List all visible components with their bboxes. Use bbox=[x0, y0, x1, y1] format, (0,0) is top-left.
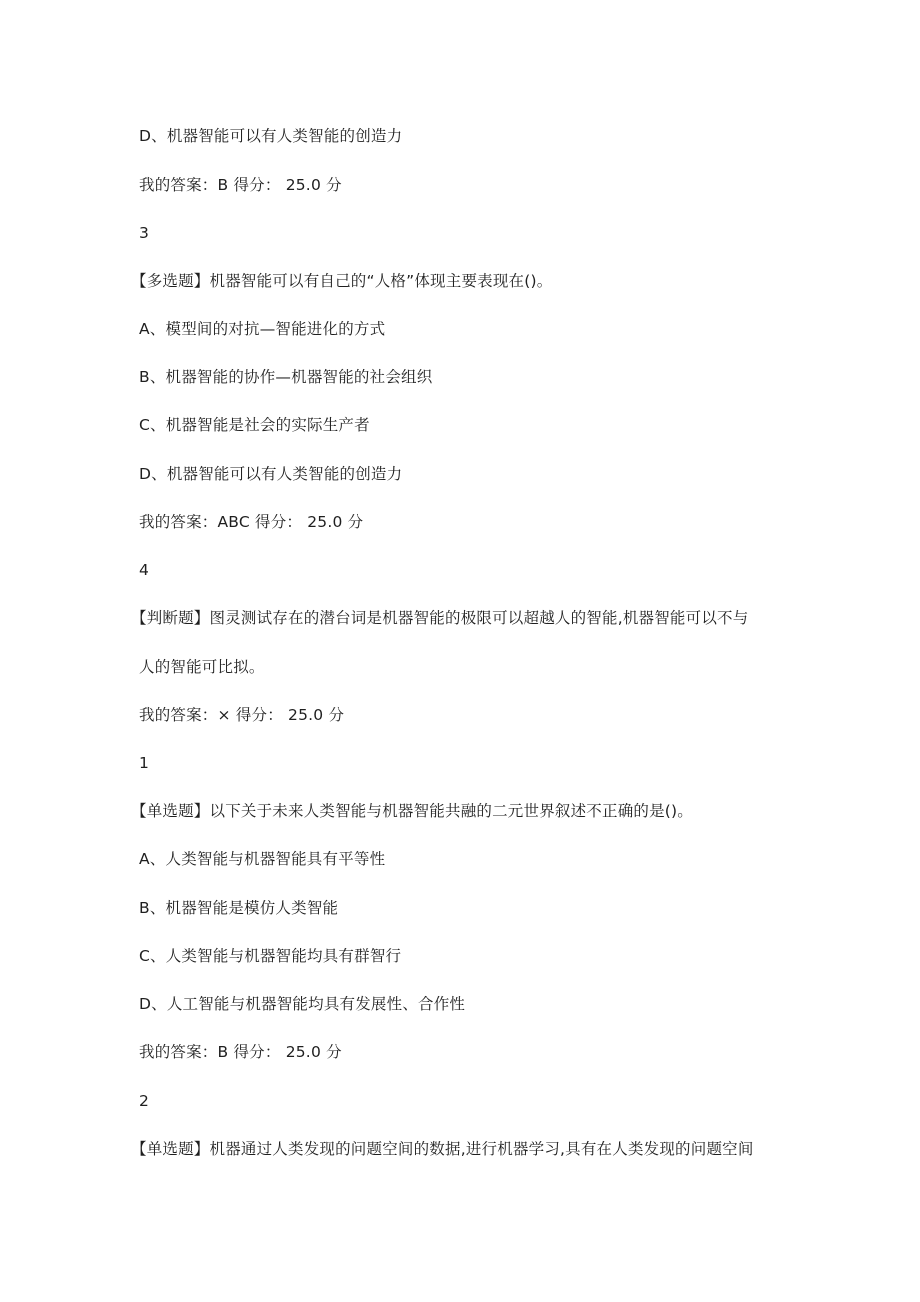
option-d: D、机器智能可以有人类智能的创造力 bbox=[139, 127, 403, 145]
option-c: C、机器智能是社会的实际生产者 bbox=[139, 416, 370, 434]
option-a: A、模型间的对抗—智能进化的方式 bbox=[139, 320, 386, 338]
option-d: D、人工智能与机器智能均具有发展性、合作性 bbox=[139, 995, 466, 1013]
option-c: C、人类智能与机器智能均具有群智行 bbox=[139, 947, 402, 965]
my-answer: 我的答案：× 得分： 25.0 分 bbox=[139, 706, 345, 724]
my-answer: 我的答案：B 得分： 25.0 分 bbox=[139, 176, 342, 194]
question-number: 1 bbox=[139, 754, 150, 772]
option-b: B、机器智能的协作—机器智能的社会组织 bbox=[139, 368, 433, 386]
option-d: D、机器智能可以有人类智能的创造力 bbox=[139, 465, 403, 483]
question-number: 3 bbox=[139, 224, 150, 242]
question-text: 【单选题】以下关于未来人类智能与机器智能共融的二元世界叙述不正确的是()。 bbox=[131, 802, 693, 820]
option-b: B、机器智能是模仿人类智能 bbox=[139, 899, 339, 917]
question-number: 2 bbox=[139, 1092, 150, 1110]
option-a: A、人类智能与机器智能具有平等性 bbox=[139, 850, 386, 868]
question-number: 4 bbox=[139, 561, 150, 579]
question-text: 【单选题】机器通过人类发现的问题空间的数据,进行机器学习,具有在人类发现的问题空间 bbox=[131, 1140, 754, 1158]
my-answer: 我的答案：B 得分： 25.0 分 bbox=[139, 1043, 342, 1061]
question-text-continued: 人的智能可比拟。 bbox=[139, 658, 265, 676]
question-text: 【多选题】机器智能可以有自己的“人格”体现主要表现在()。 bbox=[131, 272, 553, 290]
question-text: 【判断题】图灵测试存在的潜台词是机器智能的极限可以超越人的智能,机器智能可以不与 bbox=[131, 609, 749, 627]
my-answer: 我的答案：ABC 得分： 25.0 分 bbox=[139, 513, 364, 531]
